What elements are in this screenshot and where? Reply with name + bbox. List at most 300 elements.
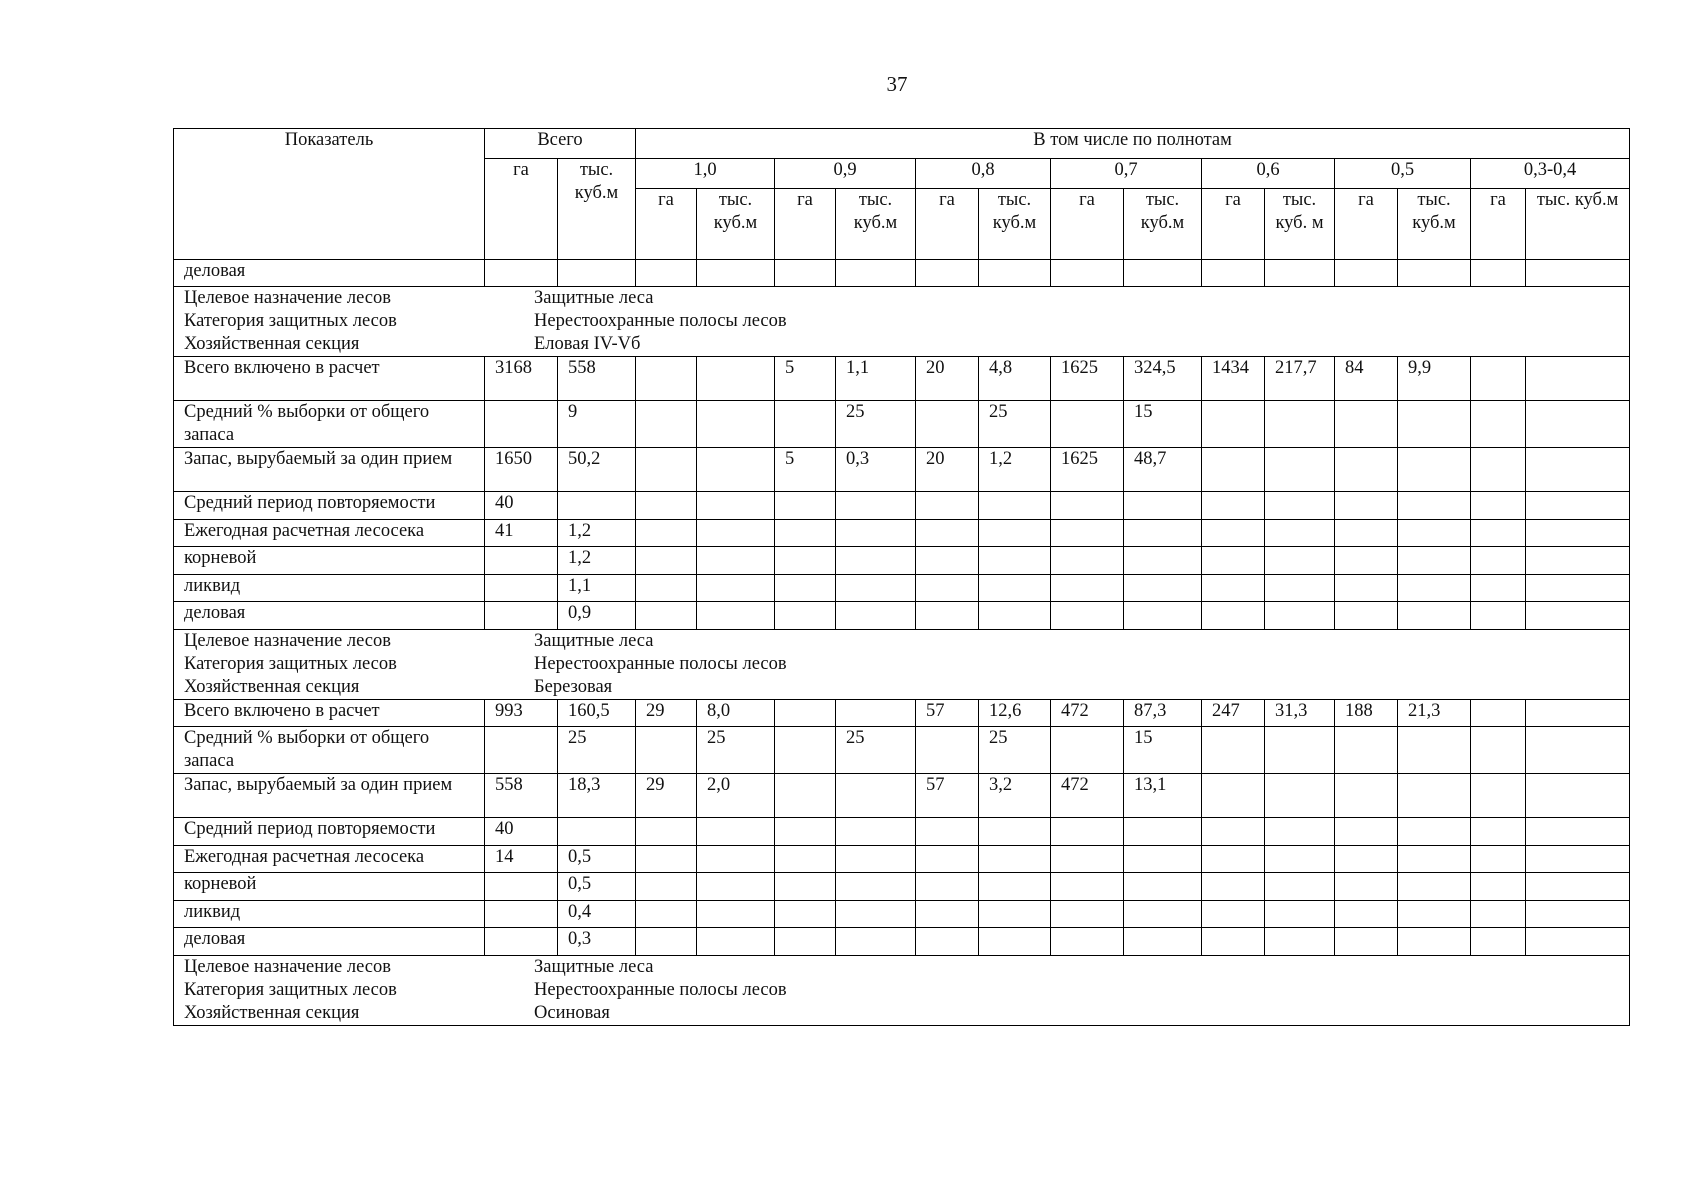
table-cell bbox=[1398, 873, 1471, 901]
section-info bbox=[174, 287, 1630, 357]
header-vol: тыс. куб. м bbox=[1265, 189, 1335, 260]
table-cell bbox=[1124, 873, 1202, 901]
table-cell bbox=[1124, 818, 1202, 846]
table-cell bbox=[1335, 818, 1398, 846]
table-cell bbox=[916, 602, 979, 630]
row-label: Средний период повторяемости bbox=[174, 818, 485, 846]
table-cell bbox=[1526, 873, 1630, 901]
table-cell bbox=[1335, 547, 1398, 575]
table-cell bbox=[1335, 845, 1398, 873]
table-cell bbox=[1335, 928, 1398, 956]
table-cell bbox=[1124, 928, 1202, 956]
table-cell: 1625 bbox=[1051, 357, 1124, 401]
table-cell bbox=[636, 547, 697, 575]
section-info-line bbox=[174, 979, 1629, 1002]
table-cell bbox=[1265, 928, 1335, 956]
table-row bbox=[174, 818, 1630, 846]
header-ha: га bbox=[636, 189, 697, 260]
table-cell bbox=[1335, 900, 1398, 928]
table-row bbox=[174, 900, 1630, 928]
header-ha: га bbox=[1202, 189, 1265, 260]
table-cell bbox=[979, 602, 1051, 630]
table-cell bbox=[636, 357, 697, 401]
table-cell bbox=[1265, 574, 1335, 602]
table-cell bbox=[1265, 873, 1335, 901]
table-cell: 48,7 bbox=[1124, 448, 1202, 492]
section-info-key: Категория защитных лесов bbox=[184, 653, 397, 674]
table-row bbox=[174, 873, 1630, 901]
table-cell bbox=[1051, 873, 1124, 901]
table-cell bbox=[1471, 602, 1526, 630]
page-number: 37 bbox=[886, 72, 908, 96]
table-cell bbox=[1202, 260, 1265, 287]
table-row bbox=[174, 401, 1630, 448]
table-cell: 25 bbox=[836, 401, 916, 448]
table-cell bbox=[775, 574, 836, 602]
table-cell bbox=[697, 602, 775, 630]
table-row bbox=[174, 774, 1630, 818]
table-cell bbox=[697, 519, 775, 547]
section-info-key: Целевое назначение лесов bbox=[184, 288, 391, 308]
table-cell: 18,3 bbox=[558, 774, 636, 818]
table-cell bbox=[775, 774, 836, 818]
table-cell bbox=[775, 727, 836, 774]
table-cell bbox=[1051, 845, 1124, 873]
table-cell bbox=[1202, 547, 1265, 575]
table-cell: 0,4 bbox=[558, 900, 636, 928]
table-cell bbox=[1265, 818, 1335, 846]
table-cell bbox=[836, 818, 916, 846]
header-density-0-6: 0,6 bbox=[1202, 159, 1335, 189]
table-cell bbox=[636, 260, 697, 287]
table-cell: 15 bbox=[1124, 401, 1202, 448]
table-cell bbox=[775, 260, 836, 287]
table-cell bbox=[1471, 873, 1526, 901]
header-density-0-8: 0,8 bbox=[916, 159, 1051, 189]
table-cell bbox=[558, 492, 636, 520]
table-cell bbox=[836, 602, 916, 630]
table-cell bbox=[636, 845, 697, 873]
table-cell: 0,5 bbox=[558, 845, 636, 873]
table-cell bbox=[1526, 900, 1630, 928]
table-cell: 1434 bbox=[1202, 357, 1265, 401]
table-cell bbox=[1265, 448, 1335, 492]
table-cell: 13,1 bbox=[1124, 774, 1202, 818]
table-cell bbox=[836, 873, 916, 901]
table-cell bbox=[697, 260, 775, 287]
table-cell bbox=[836, 845, 916, 873]
table-cell bbox=[697, 574, 775, 602]
table-cell: 1625 bbox=[1051, 448, 1124, 492]
table-cell: 9 bbox=[558, 401, 636, 448]
table-cell: 20 bbox=[916, 448, 979, 492]
table-cell bbox=[916, 401, 979, 448]
table-cell bbox=[1526, 519, 1630, 547]
table-cell bbox=[836, 492, 916, 520]
table-cell bbox=[1471, 357, 1526, 401]
table-row bbox=[174, 699, 1630, 727]
table-cell bbox=[1124, 492, 1202, 520]
table-cell bbox=[1265, 900, 1335, 928]
table-cell: 1,1 bbox=[558, 574, 636, 602]
section-info-key: Хозяйственная секция bbox=[184, 676, 360, 697]
table-cell bbox=[916, 727, 979, 774]
section-info-value: Осиновая bbox=[534, 1002, 610, 1023]
table-cell bbox=[916, 519, 979, 547]
row-label: корневой bbox=[174, 547, 485, 575]
section-info-key: Категория защитных лесов bbox=[184, 311, 397, 331]
table-cell bbox=[1124, 845, 1202, 873]
table-cell bbox=[636, 492, 697, 520]
table-cell: 21,3 bbox=[1398, 699, 1471, 727]
table-cell: 20 bbox=[916, 357, 979, 401]
table-cell bbox=[636, 602, 697, 630]
table-cell bbox=[916, 574, 979, 602]
table-cell: 0,5 bbox=[558, 873, 636, 901]
table-cell bbox=[697, 547, 775, 575]
table-cell bbox=[1051, 900, 1124, 928]
table-cell bbox=[979, 574, 1051, 602]
table-cell bbox=[1398, 260, 1471, 287]
table-cell bbox=[1124, 547, 1202, 575]
section-info-key: Категория защитных лесов bbox=[184, 979, 397, 1000]
section-info-line bbox=[174, 676, 1629, 699]
table-cell bbox=[1526, 727, 1630, 774]
table-cell bbox=[1471, 519, 1526, 547]
table-cell bbox=[1335, 260, 1398, 287]
table-cell: 188 bbox=[1335, 699, 1398, 727]
table-cell bbox=[1471, 448, 1526, 492]
table-cell bbox=[979, 547, 1051, 575]
table-row bbox=[174, 448, 1630, 492]
table-cell: 472 bbox=[1051, 699, 1124, 727]
table-cell bbox=[916, 818, 979, 846]
table-cell bbox=[636, 928, 697, 956]
table-cell bbox=[1471, 260, 1526, 287]
table-cell bbox=[1051, 519, 1124, 547]
table-cell: 324,5 bbox=[1124, 357, 1202, 401]
table-cell bbox=[836, 774, 916, 818]
header-row-1 bbox=[174, 129, 1630, 159]
table-cell: 29 bbox=[636, 699, 697, 727]
section-info-value: Защитные леса bbox=[534, 630, 654, 651]
table-cell bbox=[485, 547, 558, 575]
table-cell bbox=[697, 845, 775, 873]
table-cell bbox=[485, 401, 558, 448]
table-cell bbox=[1526, 492, 1630, 520]
table-cell bbox=[1526, 357, 1630, 401]
table-cell bbox=[697, 448, 775, 492]
table-cell bbox=[1471, 574, 1526, 602]
table-cell: 25 bbox=[558, 727, 636, 774]
table-cell bbox=[1471, 774, 1526, 818]
table-cell bbox=[1051, 492, 1124, 520]
header-vol: тыс. куб.м bbox=[979, 189, 1051, 260]
table-cell bbox=[697, 401, 775, 448]
table-cell bbox=[1202, 602, 1265, 630]
header-density-0-3-0-4: 0,3-0,4 bbox=[1471, 159, 1630, 189]
table-cell bbox=[1202, 845, 1265, 873]
table-cell bbox=[836, 547, 916, 575]
section-info bbox=[174, 955, 1630, 1025]
table-cell bbox=[485, 260, 558, 287]
table-cell bbox=[1051, 401, 1124, 448]
section-info-line bbox=[174, 287, 1629, 310]
table-cell bbox=[485, 602, 558, 630]
table-row bbox=[174, 845, 1630, 873]
table-cell bbox=[1471, 727, 1526, 774]
table-cell: 993 bbox=[485, 699, 558, 727]
table-cell bbox=[1398, 492, 1471, 520]
table-cell bbox=[1335, 448, 1398, 492]
table-row bbox=[174, 547, 1630, 575]
header-indicator: Показатель bbox=[174, 129, 485, 260]
table-cell bbox=[485, 928, 558, 956]
header-vol: тыс. куб.м bbox=[697, 189, 775, 260]
row-label: деловая bbox=[174, 928, 485, 956]
table-cell: 31,3 bbox=[1265, 699, 1335, 727]
table-row bbox=[174, 602, 1630, 630]
section-info bbox=[174, 629, 1630, 699]
table-cell bbox=[1471, 699, 1526, 727]
table-cell: 1,2 bbox=[558, 519, 636, 547]
table-cell bbox=[1526, 602, 1630, 630]
table-cell bbox=[1398, 448, 1471, 492]
table-cell bbox=[1398, 547, 1471, 575]
table-cell bbox=[558, 260, 636, 287]
table-cell bbox=[636, 727, 697, 774]
table-cell bbox=[979, 519, 1051, 547]
section-info-key: Хозяйственная секция bbox=[184, 1002, 360, 1023]
table-cell bbox=[1398, 401, 1471, 448]
table-cell bbox=[1202, 574, 1265, 602]
table-cell bbox=[1471, 900, 1526, 928]
section-info-row bbox=[174, 955, 1630, 1025]
row-label: деловая bbox=[174, 602, 485, 630]
table-cell bbox=[1051, 602, 1124, 630]
table-cell bbox=[836, 928, 916, 956]
table-cell: 558 bbox=[485, 774, 558, 818]
section-info-value: Защитные леса bbox=[534, 956, 654, 977]
header-total: Всего bbox=[485, 129, 636, 159]
table-cell bbox=[775, 492, 836, 520]
table-cell bbox=[775, 602, 836, 630]
table-cell: 160,5 bbox=[558, 699, 636, 727]
table-cell bbox=[1202, 401, 1265, 448]
row-label: Средний % выборки от общего запаса bbox=[174, 727, 485, 774]
table-row bbox=[174, 260, 1630, 287]
table-cell bbox=[1335, 774, 1398, 818]
section-info-line bbox=[174, 1002, 1629, 1025]
table-cell bbox=[1265, 519, 1335, 547]
table-cell bbox=[1398, 900, 1471, 928]
table-cell bbox=[485, 900, 558, 928]
section-info-line bbox=[174, 310, 1629, 333]
row-label: Всего включено в расчет bbox=[174, 699, 485, 727]
table-cell: 217,7 bbox=[1265, 357, 1335, 401]
table-cell: 84 bbox=[1335, 357, 1398, 401]
table-cell bbox=[1051, 574, 1124, 602]
table-cell bbox=[1335, 574, 1398, 602]
table-cell bbox=[636, 818, 697, 846]
header-vol: тыс. куб.м bbox=[836, 189, 916, 260]
header-ha: га bbox=[775, 189, 836, 260]
table-cell bbox=[1051, 928, 1124, 956]
table-cell bbox=[1471, 492, 1526, 520]
table-cell bbox=[485, 727, 558, 774]
table-cell: 0,3 bbox=[836, 448, 916, 492]
table-cell bbox=[697, 873, 775, 901]
table-cell bbox=[1526, 928, 1630, 956]
table-cell: 1,2 bbox=[558, 547, 636, 575]
table-cell bbox=[636, 401, 697, 448]
table-cell bbox=[1265, 774, 1335, 818]
table-cell bbox=[1265, 401, 1335, 448]
header-density-0-7: 0,7 bbox=[1051, 159, 1202, 189]
header-density-1-0: 1,0 bbox=[636, 159, 775, 189]
table-cell bbox=[836, 699, 916, 727]
header-density-0-5: 0,5 bbox=[1335, 159, 1471, 189]
section-info-value: Еловая IV-Vб bbox=[534, 334, 641, 354]
table-cell: 4,8 bbox=[979, 357, 1051, 401]
table-cell bbox=[1051, 727, 1124, 774]
table-cell: 87,3 bbox=[1124, 699, 1202, 727]
row-label: Ежегодная расчетная лесосека bbox=[174, 845, 485, 873]
table-cell: 40 bbox=[485, 818, 558, 846]
table-cell bbox=[775, 873, 836, 901]
table-cell bbox=[636, 873, 697, 901]
table-cell bbox=[1526, 774, 1630, 818]
header-total-ha: га bbox=[485, 159, 558, 260]
table-cell: 25 bbox=[979, 727, 1051, 774]
table-cell bbox=[775, 547, 836, 575]
table-cell bbox=[916, 547, 979, 575]
header-density-0-9: 0,9 bbox=[775, 159, 916, 189]
table-cell bbox=[1526, 401, 1630, 448]
row-label: Всего включено в расчет bbox=[174, 357, 485, 401]
table-cell bbox=[1202, 900, 1265, 928]
table-cell: 3,2 bbox=[979, 774, 1051, 818]
table-cell bbox=[1526, 845, 1630, 873]
table-cell bbox=[1398, 519, 1471, 547]
table-cell: 5 bbox=[775, 357, 836, 401]
table-cell: 40 bbox=[485, 492, 558, 520]
table-cell bbox=[1398, 845, 1471, 873]
table-cell bbox=[1051, 818, 1124, 846]
table-cell bbox=[697, 928, 775, 956]
table-cell bbox=[1526, 574, 1630, 602]
table-cell: 14 bbox=[485, 845, 558, 873]
table-cell bbox=[916, 873, 979, 901]
table-cell bbox=[1265, 492, 1335, 520]
header-total-vol: тыс. куб.м bbox=[558, 159, 636, 260]
table-cell bbox=[916, 845, 979, 873]
table-cell bbox=[1471, 547, 1526, 575]
table-cell bbox=[1265, 602, 1335, 630]
table-cell bbox=[1265, 260, 1335, 287]
section-info-line bbox=[174, 956, 1629, 979]
table-cell bbox=[1526, 818, 1630, 846]
section-info-line bbox=[174, 653, 1629, 676]
table-cell bbox=[979, 928, 1051, 956]
section-info-line bbox=[174, 630, 1629, 653]
row-label: деловая bbox=[174, 260, 485, 287]
table-cell bbox=[775, 699, 836, 727]
table-cell: 25 bbox=[697, 727, 775, 774]
table-cell bbox=[1471, 818, 1526, 846]
header-ha: га bbox=[1471, 189, 1526, 260]
table-cell: 2,0 bbox=[697, 774, 775, 818]
table-cell bbox=[1202, 492, 1265, 520]
table-cell bbox=[1335, 492, 1398, 520]
table-cell bbox=[485, 873, 558, 901]
table-cell: 25 bbox=[836, 727, 916, 774]
table-cell: 29 bbox=[636, 774, 697, 818]
table-cell bbox=[1335, 727, 1398, 774]
table-cell bbox=[1398, 928, 1471, 956]
table-cell: 41 bbox=[485, 519, 558, 547]
table-cell bbox=[1051, 260, 1124, 287]
table-cell bbox=[1526, 547, 1630, 575]
table-cell bbox=[1202, 774, 1265, 818]
table-cell bbox=[636, 574, 697, 602]
table-cell: 57 bbox=[916, 774, 979, 818]
table-cell: 1,2 bbox=[979, 448, 1051, 492]
table-cell bbox=[1335, 401, 1398, 448]
table-cell bbox=[1202, 519, 1265, 547]
table-cell: 57 bbox=[916, 699, 979, 727]
table-cell bbox=[1398, 602, 1471, 630]
table-cell: 0,9 bbox=[558, 602, 636, 630]
section-info-row bbox=[174, 287, 1630, 357]
table-cell bbox=[1335, 602, 1398, 630]
table-cell bbox=[558, 818, 636, 846]
table-cell bbox=[916, 900, 979, 928]
table-row bbox=[174, 928, 1630, 956]
table-cell bbox=[1471, 401, 1526, 448]
table-cell: 1,1 bbox=[836, 357, 916, 401]
table-cell bbox=[697, 818, 775, 846]
table-cell bbox=[916, 928, 979, 956]
header-vol: тыс. куб.м bbox=[1124, 189, 1202, 260]
row-label: ликвид bbox=[174, 900, 485, 928]
row-label: Ежегодная расчетная лесосека bbox=[174, 519, 485, 547]
section-info-value: Березовая bbox=[534, 676, 613, 697]
table-cell bbox=[1398, 774, 1471, 818]
table-cell: 558 bbox=[558, 357, 636, 401]
section-info-value: Нерестоохранные полосы лесов bbox=[534, 311, 787, 331]
table-cell: 12,6 bbox=[979, 699, 1051, 727]
table-cell bbox=[1202, 818, 1265, 846]
table-cell bbox=[636, 900, 697, 928]
table-cell: 50,2 bbox=[558, 448, 636, 492]
table-cell bbox=[636, 448, 697, 492]
table-cell bbox=[1526, 699, 1630, 727]
header-vol: тыс. куб.м bbox=[1398, 189, 1471, 260]
table-row bbox=[174, 727, 1630, 774]
section-info-key: Целевое назначение лесов bbox=[184, 956, 391, 977]
table-cell bbox=[1124, 260, 1202, 287]
header-vol: тыс. куб.м bbox=[1526, 189, 1630, 260]
row-label: Средний % выборки от общего запаса bbox=[174, 401, 485, 448]
table-cell bbox=[775, 818, 836, 846]
table-cell bbox=[1398, 818, 1471, 846]
table-cell bbox=[916, 492, 979, 520]
table-cell bbox=[979, 845, 1051, 873]
header-ha: га bbox=[916, 189, 979, 260]
table-cell bbox=[697, 492, 775, 520]
table-cell bbox=[636, 519, 697, 547]
